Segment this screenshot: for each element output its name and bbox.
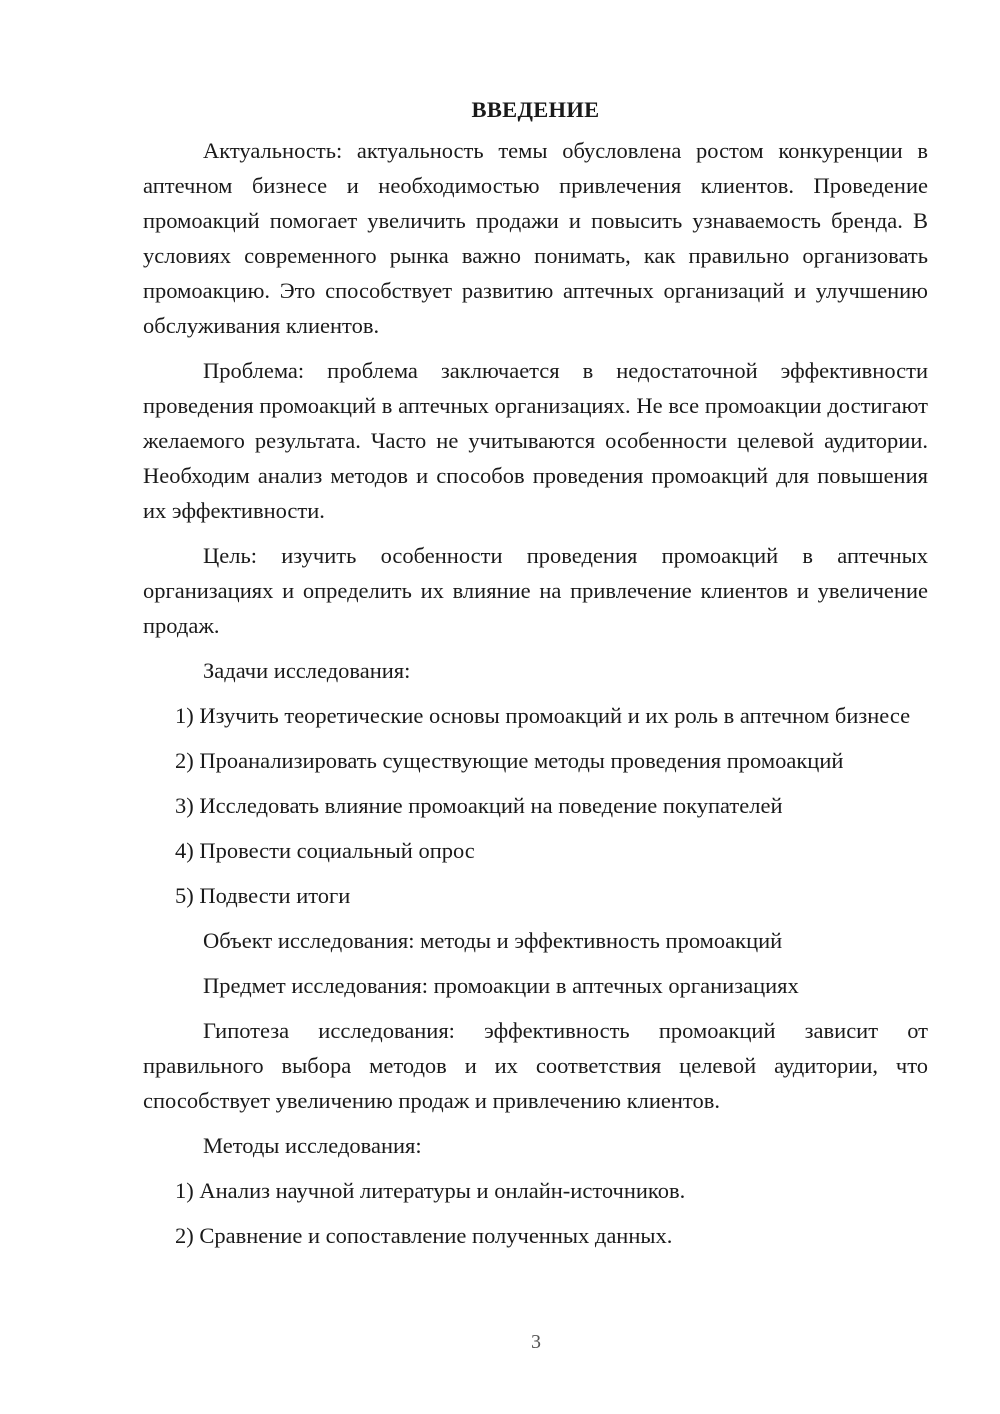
method-item: 2) Сравнение и сопоставление полученных данных.	[175, 1223, 673, 1248]
relevance-paragraph: Актуальность: актуальность темы обусловлена ростом конкуренции в аптечном бизнесе и необходимостью привлечения клиентов. Проведение промоакций помогает увеличить продажи и повысить узнаваемость бренда. В условиях современного рынка важно понимать, как правильно организовать промоакцию. Это способствует развитию аптечных организаций и улучшению обслуживания клиентов.	[143, 138, 928, 338]
goal-paragraph: Цель: изучить особенности проведения промоакций в аптечных организациях и определить их влияние на привлечение клиентов и увеличение продаж.	[143, 543, 928, 638]
hypothesis-paragraph: Гипотеза исследования: эффективность промоакций зависит от правильного выбора методов и их соответствия целевой аудитории, что способствует увеличению продаж и привлечению клиентов.	[143, 1018, 928, 1113]
methods-heading: Методы исследования:	[203, 1133, 422, 1158]
task-item: 3) Исследовать влияние промоакций на поведение покупателей	[175, 793, 783, 818]
task-item: 5) Подвести итоги	[175, 883, 351, 908]
problem-paragraph: Проблема: проблема заключается в недостаточной эффективности проведения промоакций в аптечных организациях. Не все промоакции достигают желаемого результата. Часто не учитываются особенности целевой аудитории. Необходим анализ методов и способов проведения промоакций для повышения их эффективности.	[143, 358, 928, 523]
subject-paragraph: Предмет исследования: промоакции в аптечных организациях	[203, 973, 799, 998]
section-title: ВВЕДЕНИЕ	[471, 97, 600, 122]
page-number: 3	[531, 1331, 541, 1353]
method-item: 1) Анализ научной литературы и онлайн-источников.	[175, 1178, 686, 1203]
task-item: 4) Провести социальный опрос	[175, 838, 475, 863]
document-page	[143, 92, 928, 1263]
tasks-heading: Задачи исследования:	[203, 658, 411, 683]
task-item: 2) Проанализировать существующие методы проведения промоакций	[175, 748, 844, 773]
task-item: 1) Изучить теоретические основы промоакций и их роль в аптечном бизнесе	[175, 703, 911, 728]
object-paragraph: Объект исследования: методы и эффективность промоакций	[203, 928, 783, 953]
